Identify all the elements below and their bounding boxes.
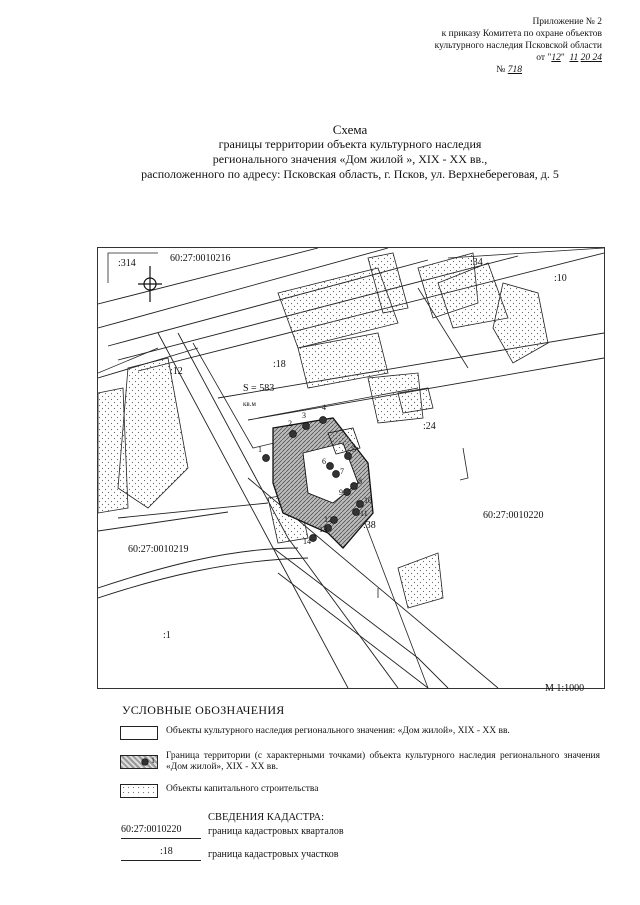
- legend-text-heritage: Объекты культурного наследия регионального значения: «Дом жилой», XIX - XX вв.: [166, 726, 510, 736]
- point-label-12: 12: [324, 515, 332, 524]
- point-label-3: 3: [302, 411, 306, 420]
- order-date: от "12" 11 20 24: [536, 53, 602, 63]
- legend-title: УСЛОВНЫЕ ОБОЗНАЧЕНИЯ: [122, 703, 285, 717]
- point-label-11: 11: [360, 509, 368, 518]
- order-reference: к приказу Комитета по охране объектов: [441, 29, 602, 39]
- capital-swatch: [120, 784, 158, 798]
- cadastre-quarter-text: граница кадастровых кварталов: [208, 826, 344, 837]
- label-parcel-24: :24: [423, 421, 436, 432]
- label-area-unit: кв.м: [243, 400, 256, 408]
- label-parcel-18: :18: [273, 359, 286, 370]
- label-parcel-38: :38: [363, 520, 376, 531]
- date-day: 12: [551, 53, 561, 63]
- boundary-swatch: [120, 755, 158, 769]
- quarter-sample-line: [121, 838, 201, 839]
- legend-text-boundary: Граница территории (с характерными точками) объекта культурного наследия регионального значения «Дом жилой», XIX - XX вв.: [166, 751, 600, 772]
- survey-marker: [138, 266, 162, 302]
- point-label-9: 9: [339, 488, 343, 497]
- label-parcel-12: :12: [170, 366, 183, 377]
- point-label-4: 4: [322, 403, 326, 412]
- approval-block: [372, 16, 602, 76]
- order-number: № 718: [496, 65, 522, 75]
- label-parcel-34: :34: [470, 257, 483, 268]
- point-label-7: 7: [340, 467, 344, 476]
- document-title: [60, 122, 640, 182]
- legend-item-boundary: [120, 751, 600, 775]
- label-quarter-220: 60:27:0010220: [483, 510, 544, 521]
- heritage-swatch: [120, 726, 158, 740]
- label-area: S = 583: [243, 383, 275, 394]
- committee-name: культурного наследия Псковской области: [434, 41, 602, 51]
- cadastre-quarter-sample: [121, 824, 182, 835]
- point-label-6: 6: [322, 457, 326, 466]
- parcel-sample-label: :18: [160, 846, 173, 857]
- cadastre-title: СВЕДЕНИЯ КАДАСТРА:: [208, 812, 325, 823]
- map-drawing: [98, 248, 604, 688]
- title-line-3: расположенного по адресу: Псковская область, г. Псков, ул. Верхнебереговая, д. 5: [141, 167, 559, 181]
- point-label-8: 8: [358, 477, 362, 486]
- label-parcel-10: :10: [554, 273, 567, 284]
- point-label-14: 14: [303, 537, 311, 546]
- point-label-10: 10: [364, 496, 372, 505]
- point-label-1: 1: [258, 445, 262, 454]
- point-label-13: 13: [319, 525, 327, 534]
- point-label-5: 5: [352, 445, 356, 454]
- title-heading: Схема: [332, 122, 368, 137]
- label-quarter-219: 60:27:0010219: [128, 544, 189, 555]
- appendix-number: Приложение № 2: [532, 17, 602, 27]
- label-parcel-1: :1: [163, 630, 171, 641]
- date-month: 11: [569, 53, 579, 63]
- title-line-2: регионального значения «Дом жилой », XIX - XX вв.,: [212, 152, 488, 166]
- legend-item-heritage: [120, 726, 600, 740]
- quarter-sample-label: 60:27:0010220: [121, 824, 182, 835]
- legend-text-capital: Объекты капитального строительства: [166, 784, 319, 794]
- date-year: 20 24: [580, 53, 602, 63]
- boundary-sample-number: 1: [151, 756, 155, 765]
- parcel-sample-line: [121, 860, 201, 861]
- cadastral-map: [97, 247, 605, 689]
- point-label-2: 2: [288, 419, 292, 428]
- legend-item-capital: [120, 784, 600, 798]
- cadastre-parcel-text: граница кадастровых участков: [208, 849, 339, 860]
- map-scale: М 1:1000: [545, 683, 585, 694]
- title-line-1: границы территории объекта культурного наследия: [218, 137, 482, 151]
- order-number-value: 718: [507, 65, 522, 75]
- label-parcel-314: :314: [118, 258, 136, 269]
- label-quarter-216: 60:27:0010216: [170, 253, 231, 264]
